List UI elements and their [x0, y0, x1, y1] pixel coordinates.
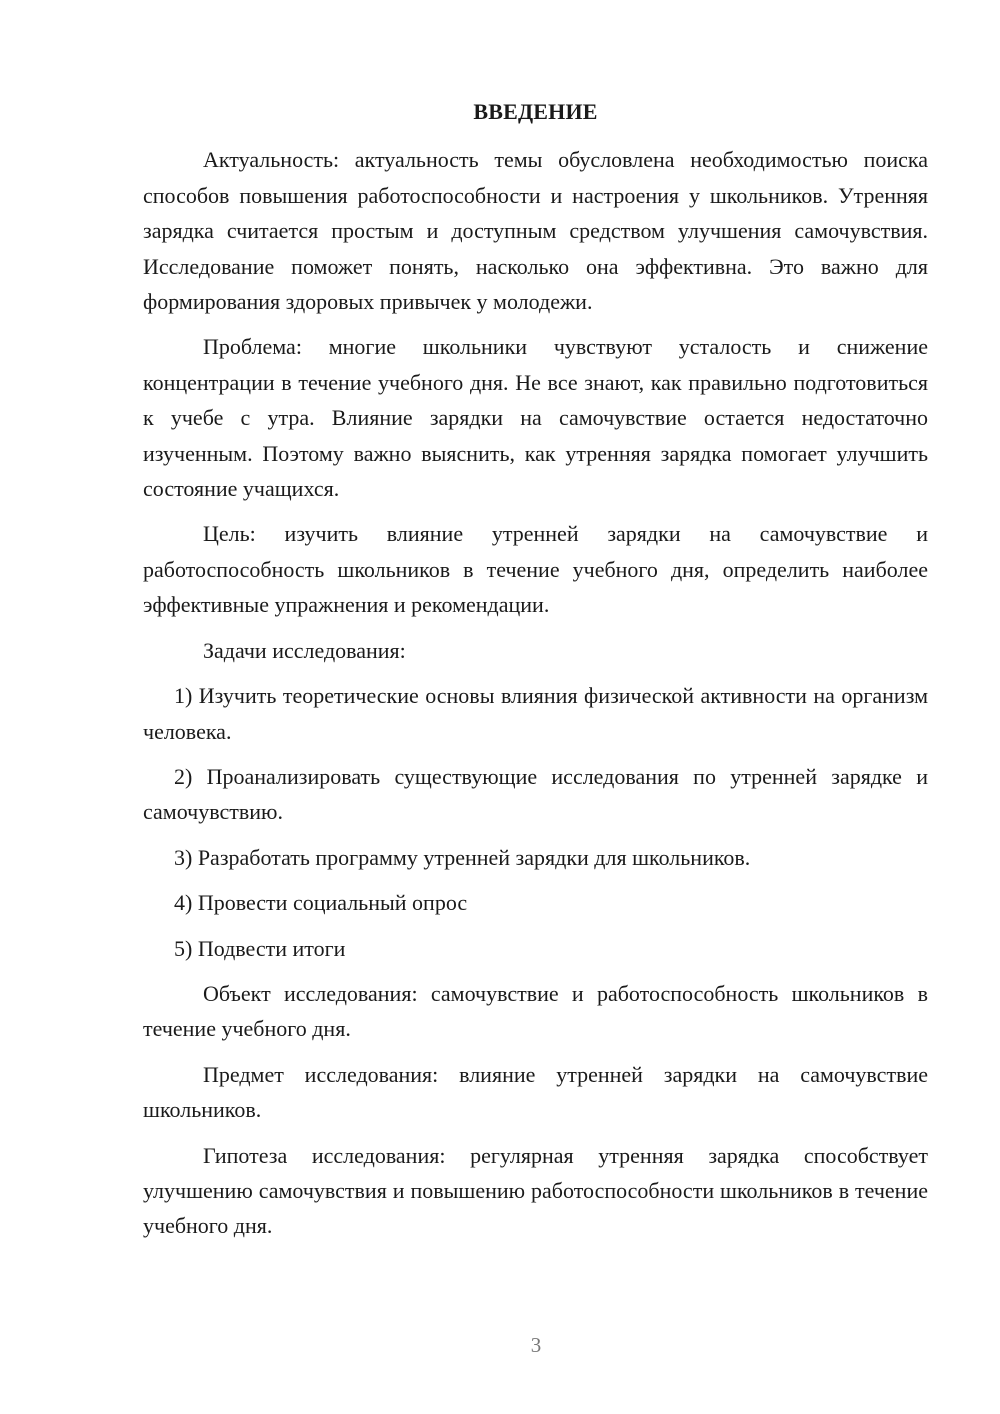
goal-paragraph: Цель: изучить влияние утренней зарядки на самочувствие и работоспособность школьников в течение учебного дня, определить наиболее эффективные упражнения и рекомендации. [143, 521, 928, 618]
subject-paragraph: Предмет исследования: влияние утренней зарядки на самочувствие школьников. [143, 1061, 928, 1123]
tasks-heading: Задачи исследования: [203, 637, 406, 663]
object-paragraph: Объект исследования: самочувствие и работоспособность школьников в течение учебного дня. [143, 980, 928, 1042]
page-number: 3 [530, 1333, 542, 1357]
task-item-3: 3) Разработать программу утренней зарядки для школьников. [174, 844, 751, 870]
problem-paragraph: Проблема: многие школьники чувствуют усталость и снижение концентрации в течение учебного дня. Не все знают, как правильно подготовиться к учебе с утра. Влияние зарядки на самочувствие остается недостаточно изученным. Поэтому важно выяснить, как утренняя зарядка помогает улучшить состояние учащихся. [143, 334, 928, 502]
page-content [143, 94, 928, 1254]
hypothesis-paragraph: Гипотеза исследования: регулярная утренняя зарядка способствует улучшению самочувствия и повышению работоспособности школьников в течение учебного дня. [143, 1142, 928, 1239]
task-item-4: 4) Провести социальный опрос [174, 890, 468, 916]
relevance-paragraph: Актуальность: актуальность темы обусловлена необходимостью поиска способов повышения работоспособности и настроения у школьников. Утренняя зарядка считается простым и доступным средством улучшения самочувствия. Исследование поможет понять, насколько она эффективна. Это важно для формирования здоровых привычек у молодежи. [143, 147, 928, 315]
task-item-2: 2) Проанализировать существующие исследования по утренней зарядке и самочувствию. [143, 763, 928, 825]
task-item-5: 5) Подвести итоги [174, 935, 346, 961]
task-item-1: 1) Изучить теоретические основы влияния физической активности на организм человека. [143, 683, 928, 744]
page-title: ВВЕДЕНИЕ [473, 99, 598, 124]
